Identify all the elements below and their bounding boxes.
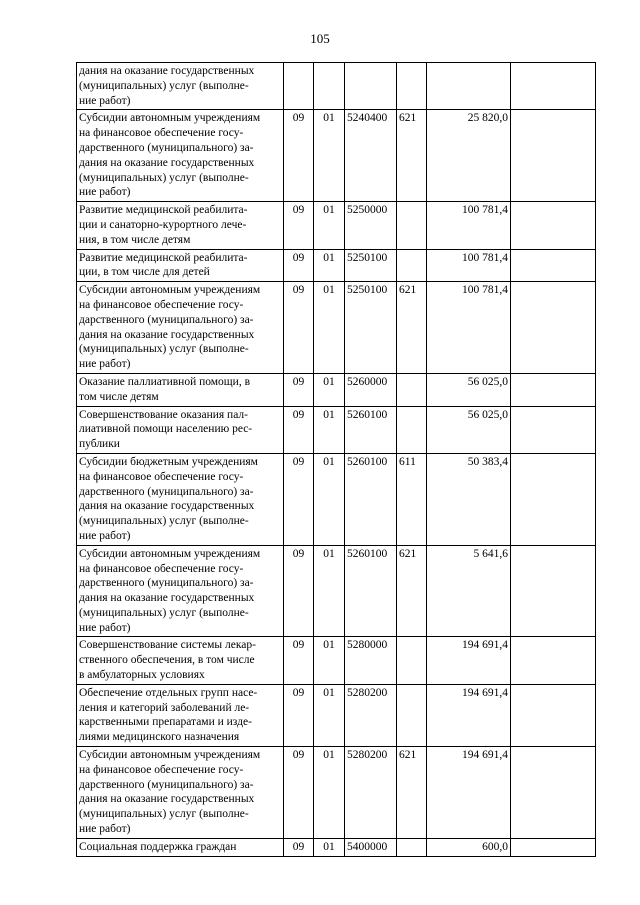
row-amount-cell: 194 691,4 [427, 637, 511, 684]
row-subsection-cell: 01 [314, 282, 345, 374]
table-row [77, 838, 596, 856]
row-extra-cell [511, 747, 596, 839]
row-name-cell: Совершенствование системы лекар- ственного обеспечения, в том числе в амбулаторных условиях [77, 637, 284, 684]
row-extra-cell [511, 838, 596, 856]
row-name-cell: Социальная поддержка граждан [77, 838, 284, 856]
row-subsection-cell: 01 [314, 747, 345, 839]
row-section-cell: 09 [284, 406, 314, 453]
table-row [77, 406, 596, 453]
row-expense-type-cell [397, 249, 427, 282]
row-expense-type-cell [397, 684, 427, 746]
row-expense-type-cell: 621 [397, 747, 427, 839]
table-row [77, 249, 596, 282]
row-expense-type-cell [397, 838, 427, 856]
row-expense-type-cell: 621 [397, 545, 427, 637]
row-amount-cell: 50 383,4 [427, 453, 511, 545]
row-target-article-cell [345, 63, 397, 110]
row-name-cell: Субсидии автономным учреждениям на финансовое обеспечение госу- дарственного (муниципального) за- дания на оказание государственных (муниципальных) услуг (выполне- ние работ) [77, 545, 284, 637]
row-section-cell: 09 [284, 684, 314, 746]
row-target-article-cell: 5280000 [345, 637, 397, 684]
table-row [77, 453, 596, 545]
row-section-cell: 09 [284, 110, 314, 202]
row-section-cell: 09 [284, 282, 314, 374]
row-target-article-cell: 5260100 [345, 453, 397, 545]
row-subsection-cell: 01 [314, 838, 345, 856]
row-name-cell: Субсидии автономным учреждениям на финансовое обеспечение госу- дарственного (муниципального) за- дания на оказание государственных (муниципальных) услуг (выполне- ние работ) [77, 110, 284, 202]
row-section-cell: 09 [284, 373, 314, 406]
budget-table [76, 62, 596, 857]
row-amount-cell: 194 691,4 [427, 684, 511, 746]
row-name-cell: дания на оказание государственных (муниципальных) услуг (выполне- ние работ) [77, 63, 284, 110]
row-amount-cell: 100 781,4 [427, 202, 511, 249]
row-amount-cell: 100 781,4 [427, 249, 511, 282]
table-row [77, 637, 596, 684]
row-extra-cell [511, 373, 596, 406]
row-subsection-cell: 01 [314, 637, 345, 684]
row-name-cell: Совершенствование оказания пал- лиативной помощи населению рес- публики [77, 406, 284, 453]
row-section-cell [284, 63, 314, 110]
table-row [77, 373, 596, 406]
row-subsection-cell: 01 [314, 202, 345, 249]
row-name-cell: Оказание паллиативной помощи, в том числе детям [77, 373, 284, 406]
row-target-article-cell: 5280200 [345, 684, 397, 746]
row-subsection-cell: 01 [314, 453, 345, 545]
page-number: 105 [310, 31, 330, 46]
row-amount-cell: 56 025,0 [427, 373, 511, 406]
row-expense-type-cell [397, 202, 427, 249]
row-name-cell: Развитие медицинской реабилита- ции, в том числе для детей [77, 249, 284, 282]
row-name-cell: Развитие медицинской реабилита- ции и санаторно-курортного лече- ния, в том числе детям [77, 202, 284, 249]
row-amount-cell: 100 781,4 [427, 282, 511, 374]
row-amount-cell: 25 820,0 [427, 110, 511, 202]
row-subsection-cell: 01 [314, 373, 345, 406]
row-target-article-cell: 5280200 [345, 747, 397, 839]
row-target-article-cell: 5240400 [345, 110, 397, 202]
row-extra-cell [511, 63, 596, 110]
row-extra-cell [511, 637, 596, 684]
row-amount-cell: 600,0 [427, 838, 511, 856]
row-amount-cell: 194 691,4 [427, 747, 511, 839]
row-extra-cell [511, 406, 596, 453]
row-name-cell: Субсидии автономным учреждениям на финансовое обеспечение госу- дарственного (муниципального) за- дания на оказание государственных (муниципальных) услуг (выполне- ние работ) [77, 747, 284, 839]
table-row [77, 202, 596, 249]
row-expense-type-cell: 621 [397, 110, 427, 202]
table-row [77, 747, 596, 839]
budget-table-body [77, 63, 596, 857]
row-extra-cell [511, 453, 596, 545]
table-row [77, 684, 596, 746]
row-section-cell: 09 [284, 249, 314, 282]
row-subsection-cell: 01 [314, 406, 345, 453]
row-extra-cell [511, 282, 596, 374]
row-subsection-cell: 01 [314, 545, 345, 637]
row-name-cell: Субсидии бюджетным учреждениям на финансовое обеспечение госу- дарственного (муниципального) за- дания на оказание государственных (муниципальных) услуг (выполне- ние работ) [77, 453, 284, 545]
row-subsection-cell: 01 [314, 249, 345, 282]
table-row [77, 110, 596, 202]
row-section-cell: 09 [284, 838, 314, 856]
row-subsection-cell: 01 [314, 110, 345, 202]
row-expense-type-cell [397, 63, 427, 110]
row-extra-cell [511, 249, 596, 282]
row-extra-cell [511, 545, 596, 637]
row-expense-type-cell: 611 [397, 453, 427, 545]
row-section-cell: 09 [284, 453, 314, 545]
row-target-article-cell: 5250100 [345, 282, 397, 374]
row-target-article-cell: 5260000 [345, 373, 397, 406]
row-target-article-cell: 5260100 [345, 406, 397, 453]
row-target-article-cell: 5250000 [345, 202, 397, 249]
row-subsection-cell [314, 63, 345, 110]
row-section-cell: 09 [284, 747, 314, 839]
row-expense-type-cell [397, 637, 427, 684]
row-amount-cell [427, 63, 511, 110]
row-target-article-cell: 5400000 [345, 838, 397, 856]
table-row [77, 63, 596, 110]
row-target-article-cell: 5260100 [345, 545, 397, 637]
row-extra-cell [511, 110, 596, 202]
row-extra-cell [511, 684, 596, 746]
row-subsection-cell: 01 [314, 684, 345, 746]
row-name-cell: Субсидии автономным учреждениям на финансовое обеспечение госу- дарственного (муниципального) за- дания на оказание государственных (муниципальных) услуг (выполне- ние работ) [77, 282, 284, 374]
row-extra-cell [511, 202, 596, 249]
table-row [77, 545, 596, 637]
row-section-cell: 09 [284, 545, 314, 637]
row-section-cell: 09 [284, 202, 314, 249]
row-expense-type-cell [397, 406, 427, 453]
row-section-cell: 09 [284, 637, 314, 684]
row-amount-cell: 56 025,0 [427, 406, 511, 453]
row-target-article-cell: 5250100 [345, 249, 397, 282]
row-expense-type-cell [397, 373, 427, 406]
table-row [77, 282, 596, 374]
row-expense-type-cell: 621 [397, 282, 427, 374]
row-amount-cell: 5 641,6 [427, 545, 511, 637]
row-name-cell: Обеспечение отдельных групп насе- ления и категорий заболеваний ле- карственными препаратами и изде- лиями медицинского назначения [77, 684, 284, 746]
